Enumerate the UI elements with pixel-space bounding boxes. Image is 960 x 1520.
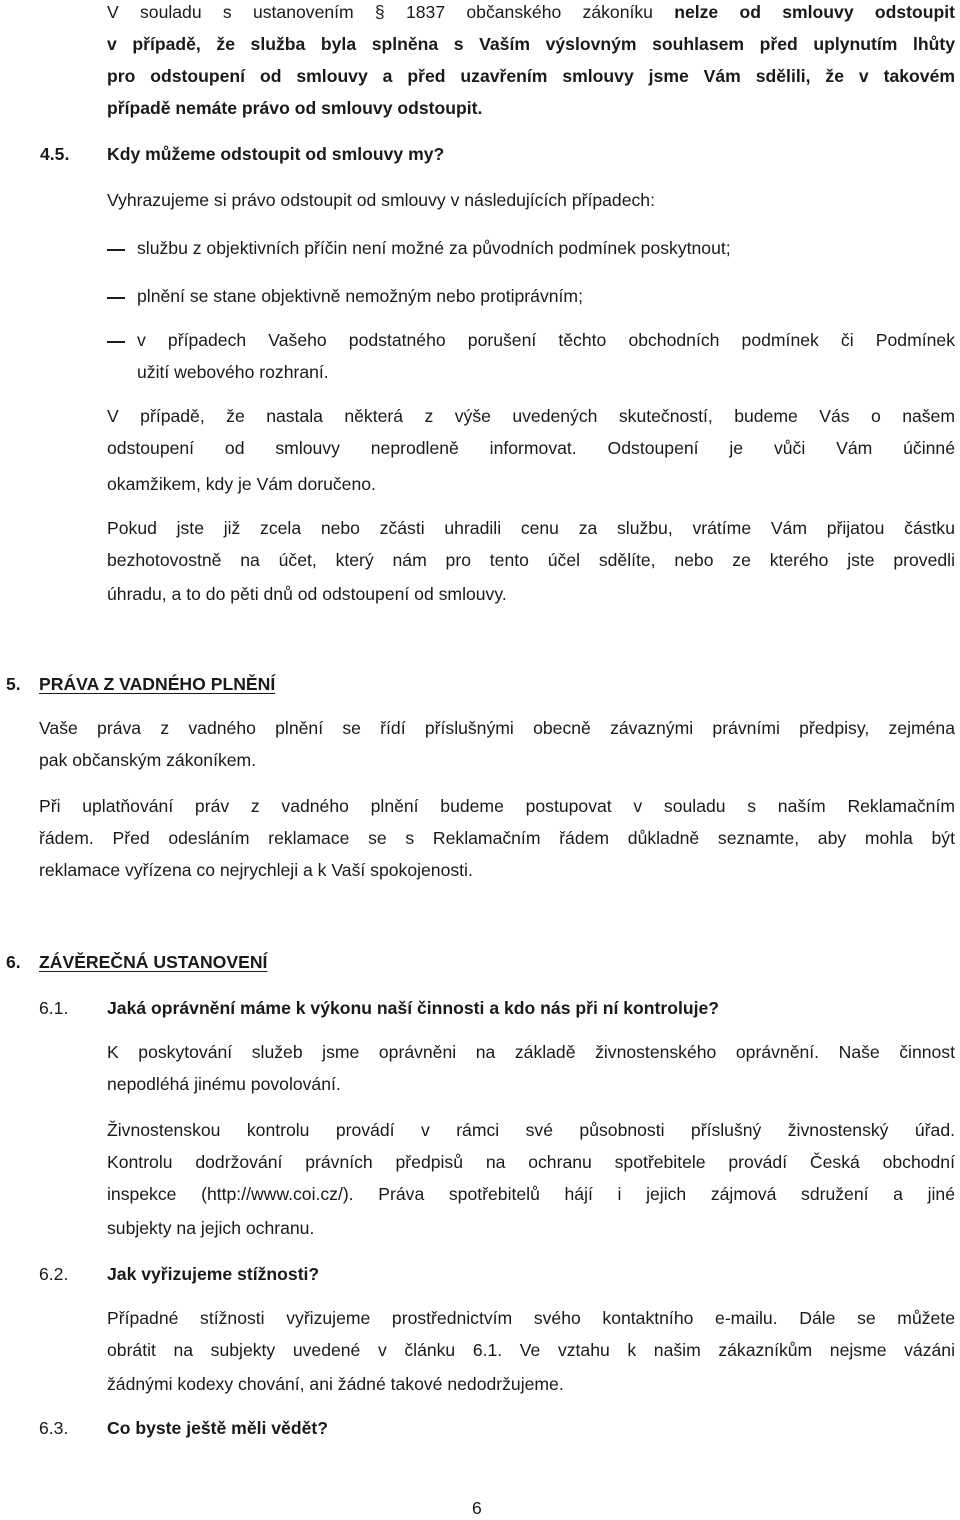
section-5-number: 5. xyxy=(6,674,21,694)
section-4-5-number: 4.5. xyxy=(40,144,70,164)
paragraph-line: bezhotovostně na účet, který nám pro tento účel sdělíte, nebo ze kterého jste provedli xyxy=(107,550,955,570)
section-6-1-title: Jaká oprávnění máme k výkonu naší činnosti a kdo nás při ní kontroluje? xyxy=(107,998,720,1018)
paragraph-line: okamžikem, kdy je Vám doručeno. xyxy=(107,474,376,494)
intro-text: V souladu s ustanovením § 1837 občanského zákoníku xyxy=(107,2,675,22)
dash-bullet-icon xyxy=(107,249,125,251)
paragraph-line: Při uplatňování práv z vadného plnění budeme postupovat v souladu s naším Reklamačním xyxy=(39,796,955,816)
section-6-2-number: 6.2. xyxy=(39,1264,69,1284)
bullet-item: v případech Vašeho podstatného porušení těchto obchodních podmínek či Podmínek xyxy=(137,330,955,350)
paragraph-line: K poskytování služeb jsme oprávněni na základě živnostenského oprávnění. Naše činnost xyxy=(107,1042,955,1062)
intro-line-4: případě nemáte právo od smlouvy odstoupit. xyxy=(107,98,483,118)
bullet-item: plnění se stane objektivně nemožným nebo protiprávním; xyxy=(137,286,583,306)
section-6-3-title: Co byste ještě měli vědět? xyxy=(107,1418,328,1438)
bullet-item-continuation: užití webového rozhraní. xyxy=(137,362,329,382)
paragraph-line: řádem. Před odesláním reklamace se s Reklamačním řádem důkladně seznamte, aby mohla být xyxy=(39,828,955,848)
paragraph-line: Pokud jste již zcela nebo zčásti uhradili cenu za službu, vrátíme Vám přijatou částku xyxy=(107,518,955,538)
intro-line-3: pro odstoupení od smlouvy a před uzavřením smlouvy jsme Vám sdělili, že v takovém xyxy=(107,66,955,86)
paragraph-line: subjekty na jejich ochranu. xyxy=(107,1218,315,1238)
section-4-5-intro: Vyhrazujeme si právo odstoupit od smlouvy v následujících případech: xyxy=(107,190,655,210)
paragraph-line: Vaše práva z vadného plnění se řídí příslušnými obecně závaznými právními předpisy, zejména xyxy=(39,718,955,738)
paragraph-line: úhradu, a to do pěti dnů od odstoupení od smlouvy. xyxy=(107,584,507,604)
paragraph-line: pak občanským zákoníkem. xyxy=(39,750,257,770)
section-6-3-number: 6.3. xyxy=(39,1418,69,1438)
paragraph-line: nepodléhá jinému povolování. xyxy=(107,1074,341,1094)
bullet-item: službu z objektivních příčin není možné za původních podmínek poskytnout; xyxy=(137,238,731,258)
paragraph-line: obrátit na subjekty uvedené v článku 6.1. Ve vztahu k našim zákazníkům nejsme vázáni xyxy=(107,1340,955,1360)
page-number: 6 xyxy=(472,1498,482,1518)
intro-bold-text: nelze od smlouvy odstoupit xyxy=(674,2,956,22)
intro-line-1 xyxy=(107,0,955,24)
section-6-1-number: 6.1. xyxy=(39,998,69,1018)
paragraph-line: V případě, že nastala některá z výše uvedených skutečností, budeme Vás o našem xyxy=(107,406,955,426)
section-6-title: ZÁVĚREČNÁ USTANOVENÍ xyxy=(39,952,268,972)
paragraph-line: Kontrolu dodržování právních předpisů na ochranu spotřebitele provádí Česká obchodní xyxy=(107,1152,955,1172)
paragraph-line: žádnými kodexy chování, ani žádné takové nedodržujeme. xyxy=(107,1374,564,1394)
section-4-5-title: Kdy můžeme odstoupit od smlouvy my? xyxy=(107,144,445,164)
section-6-number: 6. xyxy=(6,952,21,972)
dash-bullet-icon xyxy=(107,297,125,299)
paragraph-line: reklamace vyřízena co nejrychleji a k Vaší spokojenosti. xyxy=(39,860,473,880)
intro-line-2: v případě, že služba byla splněna s Vaším výslovným souhlasem před uplynutím lhůty xyxy=(107,34,955,54)
paragraph-line: Živnostenskou kontrolu provádí v rámci své působnosti příslušný živnostenský úřad. xyxy=(107,1120,955,1140)
section-6-2-title: Jak vyřizujeme stížnosti? xyxy=(107,1264,320,1284)
paragraph-line: inspekce (http://www.coi.cz/). Práva spotřebitelů hájí i jejich zájmová sdružení a jiné xyxy=(107,1184,955,1204)
paragraph-line: Případné stížnosti vyřizujeme prostřednictvím svého kontaktního e-mailu. Dále se můžete xyxy=(107,1308,955,1328)
dash-bullet-icon xyxy=(107,341,125,343)
section-5-title: PRÁVA Z VADNÉHO PLNĚNÍ xyxy=(39,674,276,694)
paragraph-line: odstoupení od smlouvy neprodleně informovat. Odstoupení je vůči Vám účinné xyxy=(107,438,955,458)
